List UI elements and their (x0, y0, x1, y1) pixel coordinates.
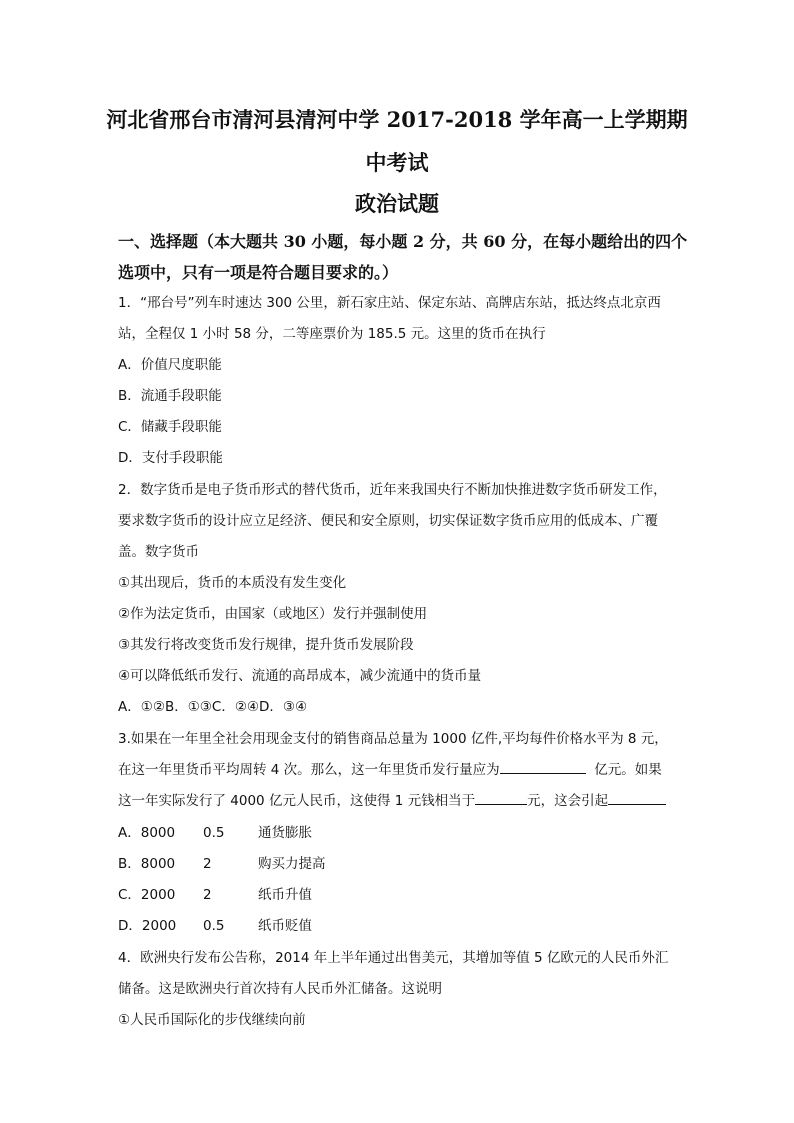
q3-option-b-effect: 购买力提高 (258, 856, 326, 872)
q3-option-c-value: 2 (203, 887, 212, 903)
q1-stem-line1: 1．“邢台号”列车时速达 300 公里，新石家庄站、保定东站、高牌店东站，抵达终点北京西 (118, 295, 661, 311)
q3-stem-line2-text: 在这一年里货币平均周转 4 次。那么，这一年里货币发行量应为 (118, 762, 500, 778)
q3-stem-line2 (118, 758, 662, 778)
answer-blank-2[interactable] (475, 790, 527, 805)
q1-option-a: A．价值尺度职能 (118, 357, 222, 373)
q4-stem-line2: 储备。这是欧洲央行首次持有人民币外汇储备。这说明 (118, 981, 442, 997)
q3-option-c-effect: 纸币升值 (258, 887, 312, 903)
exam-title-line1: 河北省邢台市清河县清河中学 2017-2018 学年高一上学期期 (106, 107, 688, 132)
q4-stem-line1: 4．欧洲央行发布公告称，2014 年上半年通过出售美元，其增加等值 5 亿欧元的人民币外汇 (118, 950, 669, 966)
q3-stem-line3 (118, 789, 666, 809)
section-heading-line1: 一、选择题（本大题共 30 小题，每小题 2 分，共 60 分，在每小题给出的四个 (118, 232, 688, 251)
q3-option-a-effect: 通货膨胀 (258, 825, 312, 841)
subject-title: 政治试题 (355, 191, 439, 216)
q3-option-a-value: 0.5 (203, 825, 225, 841)
q2-stem-line2: 要求数字货币的设计应立足经济、便民和安全原则，切实保证数字货币应用的低成本、广覆 (118, 513, 658, 529)
q3-option-d-value: 0.5 (203, 918, 225, 934)
q1-option-b: B．流通手段职能 (118, 388, 222, 404)
q3-option-a (118, 821, 312, 841)
q1-stem-line2: 站，全程仅 1 小时 58 分，二等座票价为 185.5 元。这里的货币在执行 (118, 326, 546, 342)
q3-option-c (118, 883, 312, 903)
q1-option-d: D．支付手段职能 (118, 450, 223, 466)
q3-option-c-label: C．2000 (118, 887, 176, 903)
q3-stem-line1: 3.如果在一年里全社会用现金支付的销售商品总量为 1000 亿件,平均每件价格水平为 8 元， (118, 731, 668, 747)
q3-option-b-value: 2 (203, 856, 212, 872)
q2-stem-line1: 2．数字货币是电子货币形式的替代货币，近年来我国央行不断加快推进数字货币研发工作， (118, 482, 667, 498)
q2-stem-line3: 盖。数字货币 (118, 544, 199, 560)
q2-statement-4: ④可以降低纸币发行、流通的高昂成本，减少流通中的货币量 (118, 668, 482, 684)
q3-option-d-effect: 纸币贬值 (258, 918, 312, 934)
q1-option-c: C．储藏手段职能 (118, 419, 222, 435)
q2-statement-1: ①其出现后，货币的本质没有发生变化 (118, 575, 347, 591)
q2-statement-2: ②作为法定货币，由国家（或地区）发行并强制使用 (118, 606, 428, 622)
q4-statement-1: ①人民币国际化的步伐继续向前 (118, 1012, 306, 1028)
q3-stem-line2-tail: 亿元。如果 (594, 762, 662, 778)
q2-statement-3: ③其发行将改变货币发行规律，提升货币发展阶段 (118, 637, 414, 653)
q3-option-d (118, 914, 312, 934)
answer-blank-3[interactable] (608, 790, 666, 805)
q3-stem-line3-mid: 元，这会引起 (527, 793, 609, 809)
q3-option-d-label: D．2000 (118, 918, 177, 934)
q3-stem-line3-text: 这一年实际发行了 4000 亿元人民币，这使得 1 元钱相当于 (118, 793, 476, 809)
q2-options: A．①②B．①③C．②④D．③④ (118, 699, 308, 715)
q3-option-a-label: A．8000 (118, 825, 176, 841)
q3-option-b (118, 852, 326, 872)
q3-option-b-label: B．8000 (118, 856, 176, 872)
section-heading-line2: 选项中，只有一项是符合题目要求的。） (118, 263, 399, 282)
exam-title-line2: 中考试 (365, 150, 429, 175)
answer-blank-1[interactable] (500, 759, 586, 774)
